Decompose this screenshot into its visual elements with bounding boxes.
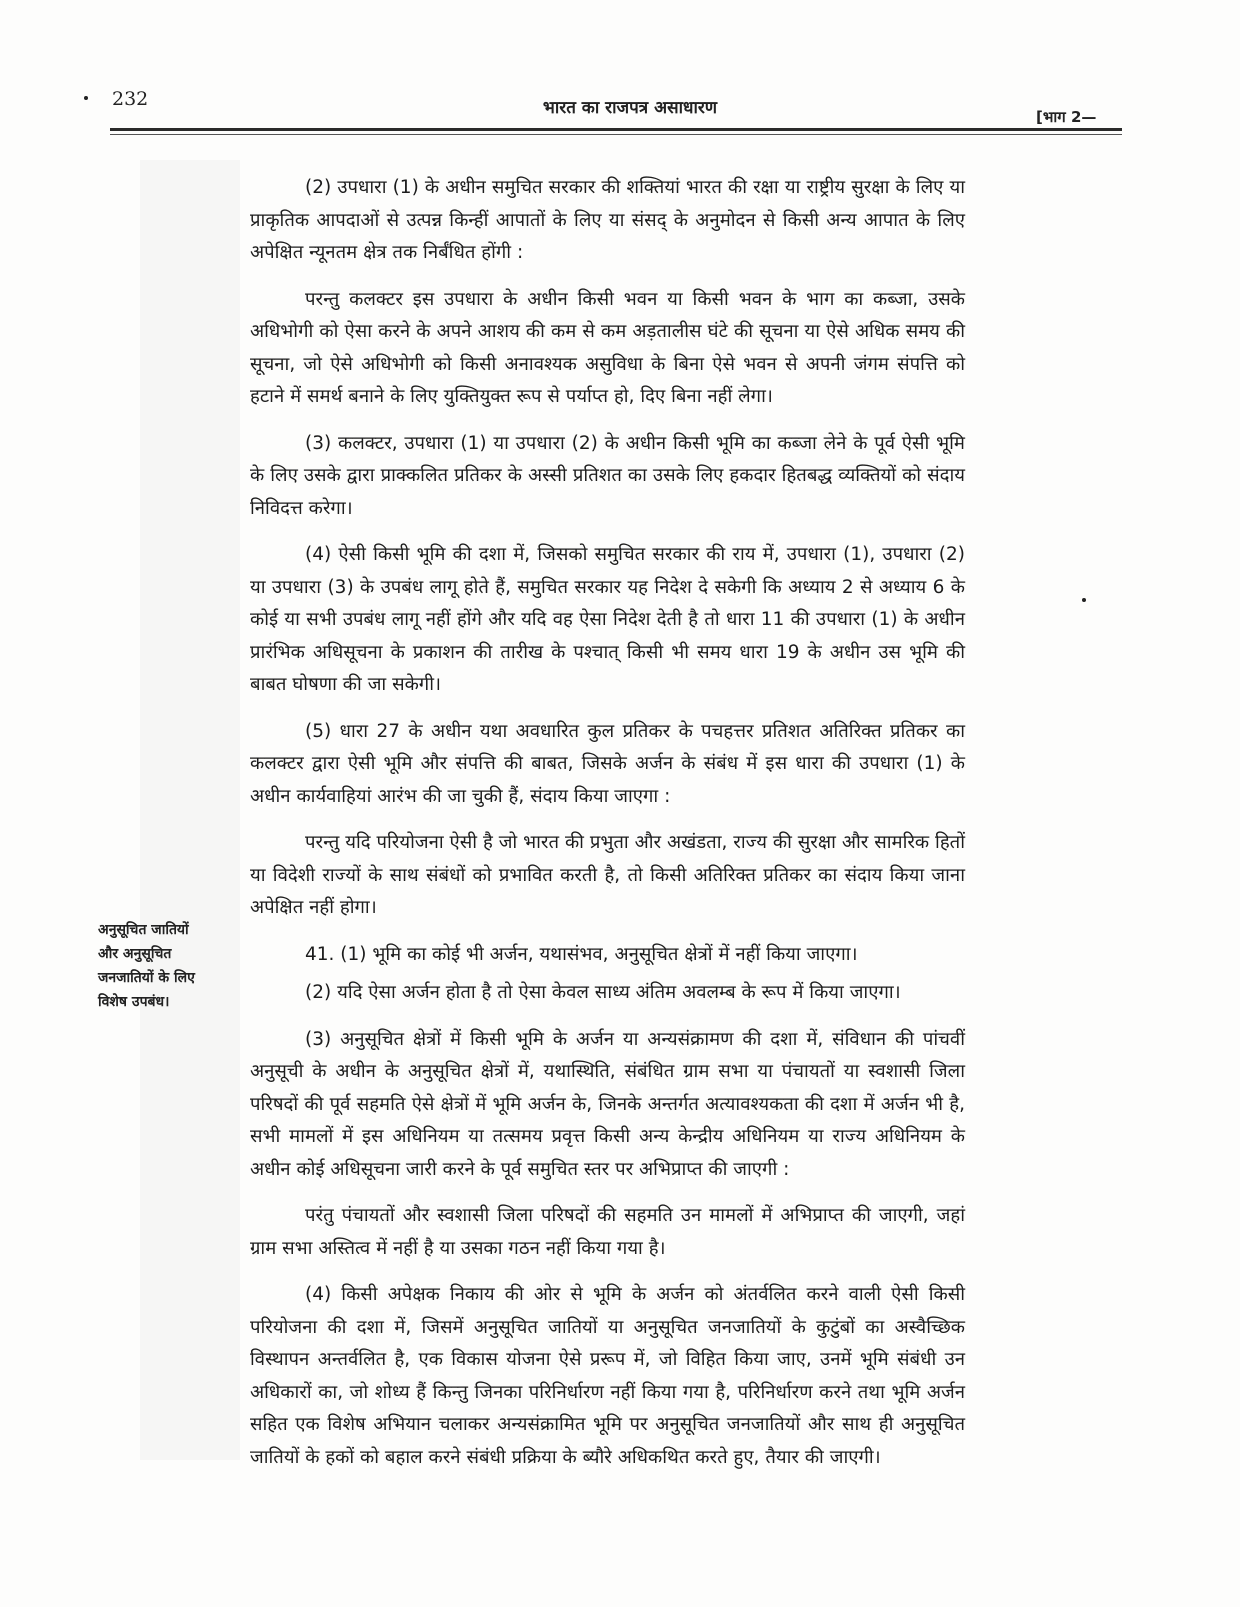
margin-note-line: और अनुसूचित bbox=[98, 946, 172, 962]
margin-note-line: विशेष उपबंध। bbox=[98, 994, 170, 1010]
margin-note-line: जनजातियों के लिए bbox=[98, 970, 195, 986]
paragraph: परन्तु यदि परियोजना ऐसी है जो भारत की प्रभुता और अखंडता, राज्य की सुरक्षा और सामरिक हितों या विदेशी राज्यों के साथ संबंधों को प्रभावित करती है, तो किसी अतिरिक्त प्रतिकर का संदाय किया जाना अपेक्षित नहीं होगा। bbox=[250, 832, 965, 918]
section-margin-note bbox=[98, 918, 238, 1014]
paragraph: परन्तु कलक्टर इस उपधारा के अधीन किसी भवन या किसी भवन के भाग का कब्जा, उसके अधिभोगी को ऐसा करने के अपने आशय की कम से कम अड़तालीस घंटे की सूचना या ऐसे अधिक समय की सूचना, जो ऐसे अधिभोगी को किसी अनावश्यक असुविधा के बिना ऐसे भवन से अपनी जंगम संपत्ति को हटाने में समर्थ बनाने के लिए युक्तियुक्त रूप से पर्याप्त हो, दिए बिना नहीं लेगा। bbox=[250, 288, 965, 407]
paragraph: (2) उपधारा (1) के अधीन समुचित सरकार की शक्तियां भारत की रक्षा या राष्ट्रीय सुरक्षा के लिए या प्राकृतिक आपदाओं से उत्पन्न किन्हीं आपातों के लिए या संसद् के अनुमोदन से किसी अन्य आपात के लिए अपेक्षित न्यूनतम क्षेत्र तक निर्बंधित होंगी : bbox=[250, 177, 965, 263]
section-41-heading-paragraph: 41. (1) भूमि का कोई भी अर्जन, यथासंभव, अनुसूचित क्षेत्रों में नहीं किया जाएगा। bbox=[305, 943, 858, 965]
paragraph: (5) धारा 27 के अधीन यथा अवधारित कुल प्रतिकर के पचहत्तर प्रतिशत अतिरिक्त प्रतिकर का कलक्टर द्वारा ऐसी भूमि और संपत्ति की बाबत, जिसके अर्जन के संबंध में इस धारा की उपधारा (1) के अधीन कार्यवाहियां आरंभ की जा चुकी हैं, संदाय किया जाएगा : bbox=[250, 720, 965, 807]
page-number: 232 bbox=[112, 88, 149, 110]
header-rule-thin bbox=[110, 134, 1122, 135]
show-through-shadow bbox=[140, 160, 240, 1460]
margin-note-line: अनुसूचित जातियों bbox=[98, 922, 189, 938]
paragraph: (3) कलक्टर, उपधारा (1) या उपधारा (2) के अधीन किसी भूमि का कब्जा लेने के पूर्व ऐसी भूमि के लिए उसके द्वारा प्राक्कलित प्रतिकर के अस्सी प्रतिशत का उसके लिए हकदार हितबद्ध व्यक्तियों को संदाय निविदत्त करेगा। bbox=[250, 432, 965, 519]
paragraph: परंतु पंचायतों और स्वशासी जिला परिषदों की सहमति उन मामलों में अभिप्राप्त की जाएगी, जहां ग्राम सभा अस्तित्व में नहीं है या उसका गठन नहीं किया गया है। bbox=[250, 1205, 965, 1259]
paragraph: (4) ऐसी किसी भूमि की दशा में, जिसको समुचित सरकार की राय में, उपधारा (1), उपधारा (2) या उपधारा (3) के उपबंध लागू होते हैं, समुचित सरकार यह निदेश दे सकेगी कि अध्याय 2 से अध्याय 6 के कोई या सभी उपबंध लागू नहीं होंगे और यदि वह ऐसा निदेश देती है तो धारा 11 की उपधारा (1) के अधीन प्रारंभिक अधिसूचना के प्रकाशन की तारीख के पश्चात् किसी भी समय धारा 19 के अधीन उस भूमि की बाबत घोषणा की जा सकेगी। bbox=[250, 544, 965, 695]
gazette-title: भारत का राजपत्र असाधारण bbox=[542, 98, 718, 118]
body-text bbox=[250, 172, 965, 1488]
header-rule bbox=[110, 128, 1122, 131]
speck bbox=[1082, 598, 1086, 602]
part-label: [भाग 2— bbox=[1036, 108, 1097, 126]
speck bbox=[84, 96, 88, 100]
paragraph: (2) यदि ऐसा अर्जन होता है तो ऐसा केवल साध्य अंतिम अवलम्ब के रूप में किया जाएगा। bbox=[305, 982, 901, 1003]
paragraph: (4) किसी अपेक्षक निकाय की ओर से भूमि के अर्जन को अंतर्वलित करने वाली ऐसी किसी परियोजना की दशा में, जिसमें अनुसूचित जातियों या अनुसूचित जनजातियों के कुटुंबों का अस्वैच्छिक विस्थापन अन्तर्वलित है, एक विकास योजना ऐसे प्ररूप में, जो विहित किया जाए, उनमें भूमि संबंधी उन अधिकारों का, जो शोध्य हैं किन्तु जिनका परिनिर्धारण नहीं किया गया है, परिनिर्धारण करने तथा भूमि अर्जन सहित एक विशेष अभियान चलाकर अन्यसंक्रामित भूमि पर अनुसूचित जनजातियों और साथ ही अनुसूचित जातियों के हकों को बहाल करने संबंधी प्रक्रिया के ब्यौरे अधिकथित करते हुए, तैयार की जाएगी। bbox=[250, 1284, 965, 1468]
paragraph: (3) अनुसूचित क्षेत्रों में किसी भूमि के अर्जन या अन्यसंक्रामण की दशा में, संविधान की पांचवीं अनुसूची के अधीन के अनुसूचित क्षेत्रों में, यथास्थिति, संबंधित ग्राम सभा या पंचायतों या स्वशासी जिला परिषदों की पूर्व सहमति ऐसे क्षेत्रों में भूमि अर्जन के, जिनके अन्तर्गत अत्यावश्यकता की दशा में अर्जन भी है, सभी मामलों में इस अधिनियम या तत्समय प्रवृत्त किसी अन्य केन्द्रीय अधिनियम या राज्य अधिनियम के अधीन कोई अधिसूचना जारी करने के पूर्व समुचित स्तर पर अभिप्राप्त की जाएगी : bbox=[250, 1028, 965, 1180]
